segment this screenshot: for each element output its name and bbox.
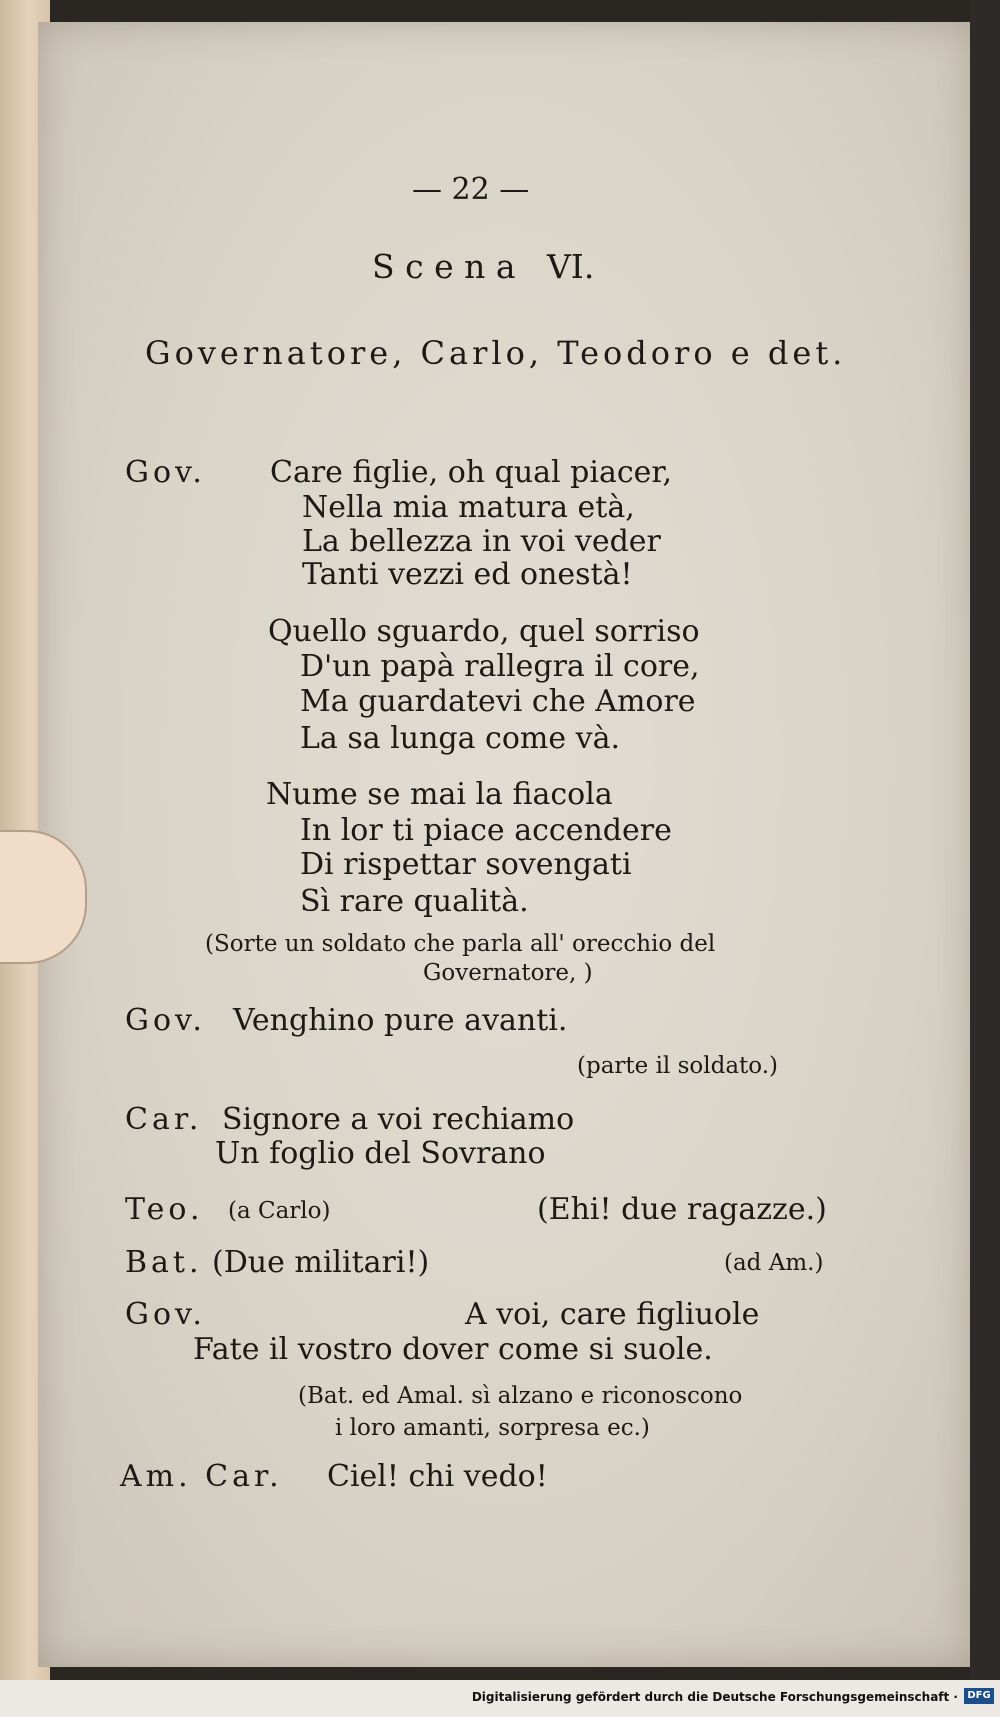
dialogue-line: (Due militari!) xyxy=(212,1245,430,1280)
verse-line: Sì rare qualità. xyxy=(300,884,529,919)
stage-direction: (parte il soldato.) xyxy=(577,1053,779,1079)
verse-line: D'un papà rallegra il core, xyxy=(300,649,700,684)
stage-aside: (ad Am.) xyxy=(724,1250,824,1276)
verse-line: In lor ti piace accendere xyxy=(300,813,672,848)
verse-line: Quello sguardo, quel sorriso xyxy=(268,614,700,649)
dialogue-line: Venghino pure avanti. xyxy=(233,1003,568,1038)
dialogue-line: Signore a voi rechiamo xyxy=(222,1102,575,1137)
speaker-am-car: Am. Car. xyxy=(120,1459,283,1494)
verse-line: Nume se mai la fiacola xyxy=(266,777,613,812)
verse-line: Care figlie, oh qual piacer, xyxy=(270,455,672,490)
stage-direction: Governatore, ) xyxy=(423,960,593,986)
digitization-footer xyxy=(0,1680,1000,1717)
stage-aside: (a Carlo) xyxy=(228,1198,331,1224)
verse-line: Tanti vezzi ed onestà! xyxy=(302,557,633,592)
dialogue-line: Un foglio del Sovrano xyxy=(215,1136,546,1171)
dialogue-line: Ciel! chi vedo! xyxy=(327,1459,548,1494)
dfg-logo: DFG xyxy=(964,1688,994,1704)
speaker-car: Car. xyxy=(125,1102,203,1137)
verse-line: La sa lunga come và. xyxy=(300,721,620,756)
speaker-gov: Gov. xyxy=(125,1297,206,1332)
verse-line: Nella mia matura età, xyxy=(302,490,635,525)
verse-line: Di rispettar sovengati xyxy=(300,847,632,882)
stage-direction: i loro amanti, sorpresa ec.) xyxy=(335,1415,650,1441)
verse-line: La bellezza in voi veder xyxy=(302,524,661,559)
speaker-gov: Gov. xyxy=(125,455,206,490)
characters-line: Governatore, Carlo, Teodoro e det. xyxy=(145,334,847,372)
speaker-bat: Bat. xyxy=(125,1245,203,1280)
stage-direction: (Sorte un soldato che parla all' orecchio del xyxy=(205,931,716,957)
stage-direction: (Bat. ed Amal. sì alzano e riconoscono xyxy=(298,1383,743,1409)
verse-line: Ma guardatevi che Amore xyxy=(300,684,696,719)
scene-title: S c e n a VI. xyxy=(372,247,595,286)
page-number: — 22 — xyxy=(412,172,530,207)
book-spine-edge xyxy=(970,0,1000,1680)
dialogue-line: Fate il vostro dover come si suole. xyxy=(193,1332,713,1367)
speaker-teo: Teo. xyxy=(125,1192,204,1227)
bleed-through xyxy=(118,247,130,282)
speaker-gov: Gov. xyxy=(125,1003,206,1038)
dialogue-line: A voi, care figliuole xyxy=(465,1297,760,1332)
dialogue-line: (Ehi! due ragazze.) xyxy=(537,1192,827,1227)
footer-credit: Digitalisierung gefördert durch die Deutsche Forschungsgemeinschaft · xyxy=(471,1690,958,1704)
